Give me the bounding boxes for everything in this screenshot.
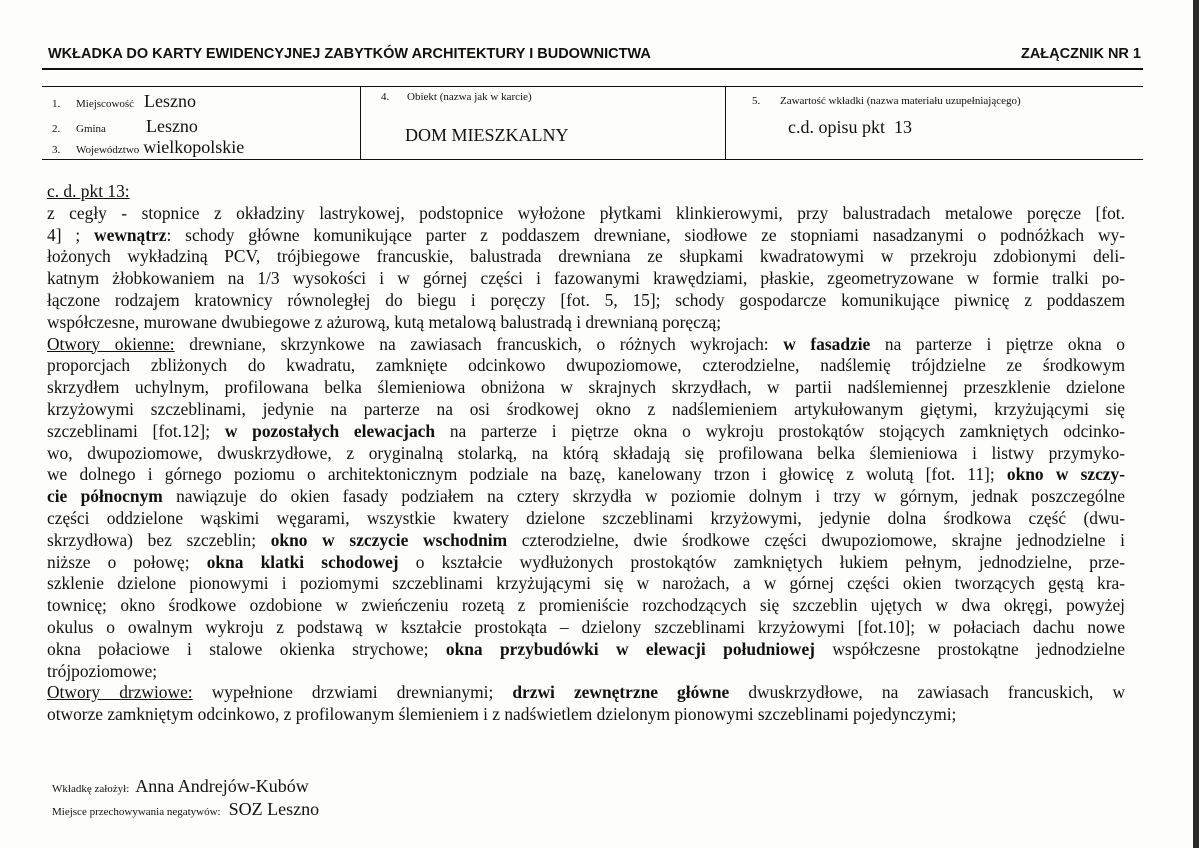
footer-storage [52,799,319,820]
text-line: townicę; okno środkowe ozdobione w zwieńczeniu rozetą z promieniście rozchodzących się szczeblin ujętych w dwa okręgi, powyżej [47,595,1125,616]
text-line: okulus o owalnym wykroju z podstawą w kształcie prostokąta – dzielony szczeblinami krzyżowymi [fot.10]; w połaciach dachu nowe [47,616,1125,637]
section-heading: Otwory okienne: [47,333,175,354]
text-segment: na parterze i piętrze okna o wykroju prostokątów stojących zamkniętych odcinko- [435,420,1126,441]
field-obiekt-label [381,91,532,103]
text-line: z cegły - stopnice z okładziny lastrykowej, podstopnice wyłożone płytkami klinkierowymi, przy balustradach metalowe poręcze [fot. [47,202,1125,223]
text-line: łożonych wykładziną PCV, trójbiegowe francuskie, balustrada drewniana ze słupkami kwadratowymi w przekroju zdobionymi deli- [47,246,1125,267]
field-value: Leszno [145,116,198,136]
field-number: 5. [752,95,761,107]
field-label: Zawartość wkładki (nazwa materiału uzupełniającego) [780,95,1021,107]
text-segment: wypełnione drzwiami drewnianymi; [192,682,513,703]
field-obiekt-value: DOM MIESZKALNY [405,125,569,145]
fields-table [42,86,1143,160]
text-line [47,334,1125,356]
text-segment: : schody główne komunikujące parter z poddaszem drewniane, siodłowe ze stopniami nasadzanymi o podnóżkach wy- [166,224,1126,245]
text-segment: okna połaciowe i stalowe okienka strychowe; [47,638,446,659]
field-number: 4. [381,91,390,103]
field-wojewodztwo [52,137,244,158]
text-line [47,421,1125,443]
text-line: części oddzielone wąskimi węgarami, wszystkie kwatery dzielone szczeblinami krzyżowymi, jedynie dolna środkowa część (dwu- [47,507,1125,528]
text-segment: 4] ; [47,224,95,245]
field-gmina [52,116,198,137]
text-line: wo, dwupoziomowe, dwuskrzydłowe, z oryginalną stolarką, na którą składają się profilowana belka ślemieniowa i listwy przymyko- [47,442,1125,463]
section-heading: Otwory drzwiowe: [47,682,193,703]
text-line [47,639,1125,661]
annex-label: ZAŁĄCZNIK NR 1 [1020,46,1141,62]
text-line [47,530,1125,552]
field-miejscowosc [52,91,196,112]
text-segment: szczeblinami [fot.12]; [47,420,225,441]
section-heading: c. d. pkt 13: [47,181,130,201]
bold-term: okno w szczycie wschodnim [270,529,508,550]
text-line: otworze zamkniętym odcinkowo, z profilowanym ślemieniem i z nadświetlem dzielonym pionowymi szczeblinami pojedynczymi; [47,704,957,725]
text-segment: drewniane, skrzynkowe na zawiasach francuskich, o różnych wykrojach: [174,333,784,354]
content-cell [725,87,1143,159]
bold-term: okna klatki schodowej [206,551,399,572]
location-cell [42,87,360,159]
description-text [47,181,1125,726]
text-line: szklenie dzielone pionowymi i poziomymi szczeblinami krzyżującymi się w narożach, a w górnej części okien tworzących gęstą kra- [47,573,1125,594]
bold-term: okna przybudówki w elewacji południowej [445,638,815,659]
storage-value: SOZ Leszno [228,799,320,819]
field-label: Miejscowość [76,98,135,110]
text-segment: współczesne prostokątne jednodzielne [814,638,1125,659]
text-line [47,486,1125,508]
footer-author [52,776,309,797]
field-number: 1. [52,98,61,110]
text-line [47,552,1125,574]
text-line [47,464,1125,486]
field-value: Leszno [144,91,197,111]
field-value: wielkopolskie [143,137,245,157]
text-line: proporcjach zbliżonych do kwadratu, zamknięte odcinkowo dwupoziomowe, czterodzielne, nadślemię trójdzielne ze środkowym [47,355,1125,376]
bold-term: wewnątrz [94,224,167,245]
text-line: krzyżowymi szczeblinami, jedynie na parterze na osi środkowej okno z nadślemieniem artykułowanym giętymi, krzyżującymi się [47,398,1125,419]
author-name: Anna Andrejów-Kubów [135,776,309,796]
text-line: trójpoziomowe; [47,660,158,681]
text-line [47,225,1125,247]
object-cell [360,87,725,159]
document-header [48,42,1141,66]
header-rule [42,68,1143,70]
text-segment: we dolnego i górnego poziomu o architektonicznym podziale na bazę, kanelowany trzon i głowicę z wolutą [fot. 11]; [47,464,1007,485]
field-zawartosc-value: c.d. opisu pkt 13 [788,117,912,137]
text-line: łączone rodzajem kratownicy równoległej do biegu i poręczy [fot. 5, 15]; schody gospodarcze komunikujące piwnicę z poddaszem [47,289,1125,310]
bold-term: okno w szczy- [1006,464,1125,485]
text-segment: niższe o połowę; [47,551,207,572]
field-zawartosc-label [752,95,1021,107]
document-title: WKŁADKA DO KARTY EWIDENCYJNEJ ZABYTKÓW ARCHITEKTURY I BUDOWNICTWA [48,46,651,62]
bold-term: w pozostałych elewacjach [224,420,436,441]
text-segment: czterodzielne, dwie środkowe części dwupoziomowe, skrajne jednodzielne i [507,529,1125,550]
field-number: 3. [52,144,61,156]
bold-term: cie północnym [47,486,163,507]
field-label: Województwo [76,144,140,156]
text-segment: nawiązuje do okien fasady podziałem na cztery skrzydła w poziomie dolnym i trzy w górnym, jednak poszczególne [162,486,1125,507]
text-segment: skrzydłowa) bez szczeblin; [47,529,271,550]
bold-term: w fasadzie [783,333,871,354]
text-line: skrzydłem uchylnym, profilowana belka ślemieniowa obniżona w skrajnych skrzydłach, w partii nadślemiennej przeszklenie dzielone [47,377,1125,398]
text-line [47,181,1125,203]
text-segment: dwuskrzydłowe, na zawiasach francuskich, w [729,682,1126,703]
field-label: Obiekt (nazwa jak w karcie) [407,91,532,103]
text-line: katnym żłobkowaniem na 1/3 wysokości i w górnej części i fazowanymi krawędziami, płaskie, zgeometryzowane w formie tralki po- [47,268,1125,289]
bold-term: drzwi zewnętrzne główne [512,682,730,703]
storage-label: Miejsce przechowywania negatywów: [52,806,221,818]
text-segment: na parterze i piętrze okna o [870,333,1125,354]
field-label: Gmina [76,123,106,135]
text-line: współczesne, murowane dwubiegowe z ażurową, kutą metalową balustradą i drewnianą poręczą; [47,311,722,332]
field-number: 2. [52,123,61,135]
text-segment: o kształcie wydłużonych prostokątów zamkniętych łukiem pełnym, jednodzielne, prze- [398,551,1125,572]
author-label: Wkładkę założył: [52,783,130,795]
text-line [47,682,1125,704]
scan-edge [1193,0,1199,848]
